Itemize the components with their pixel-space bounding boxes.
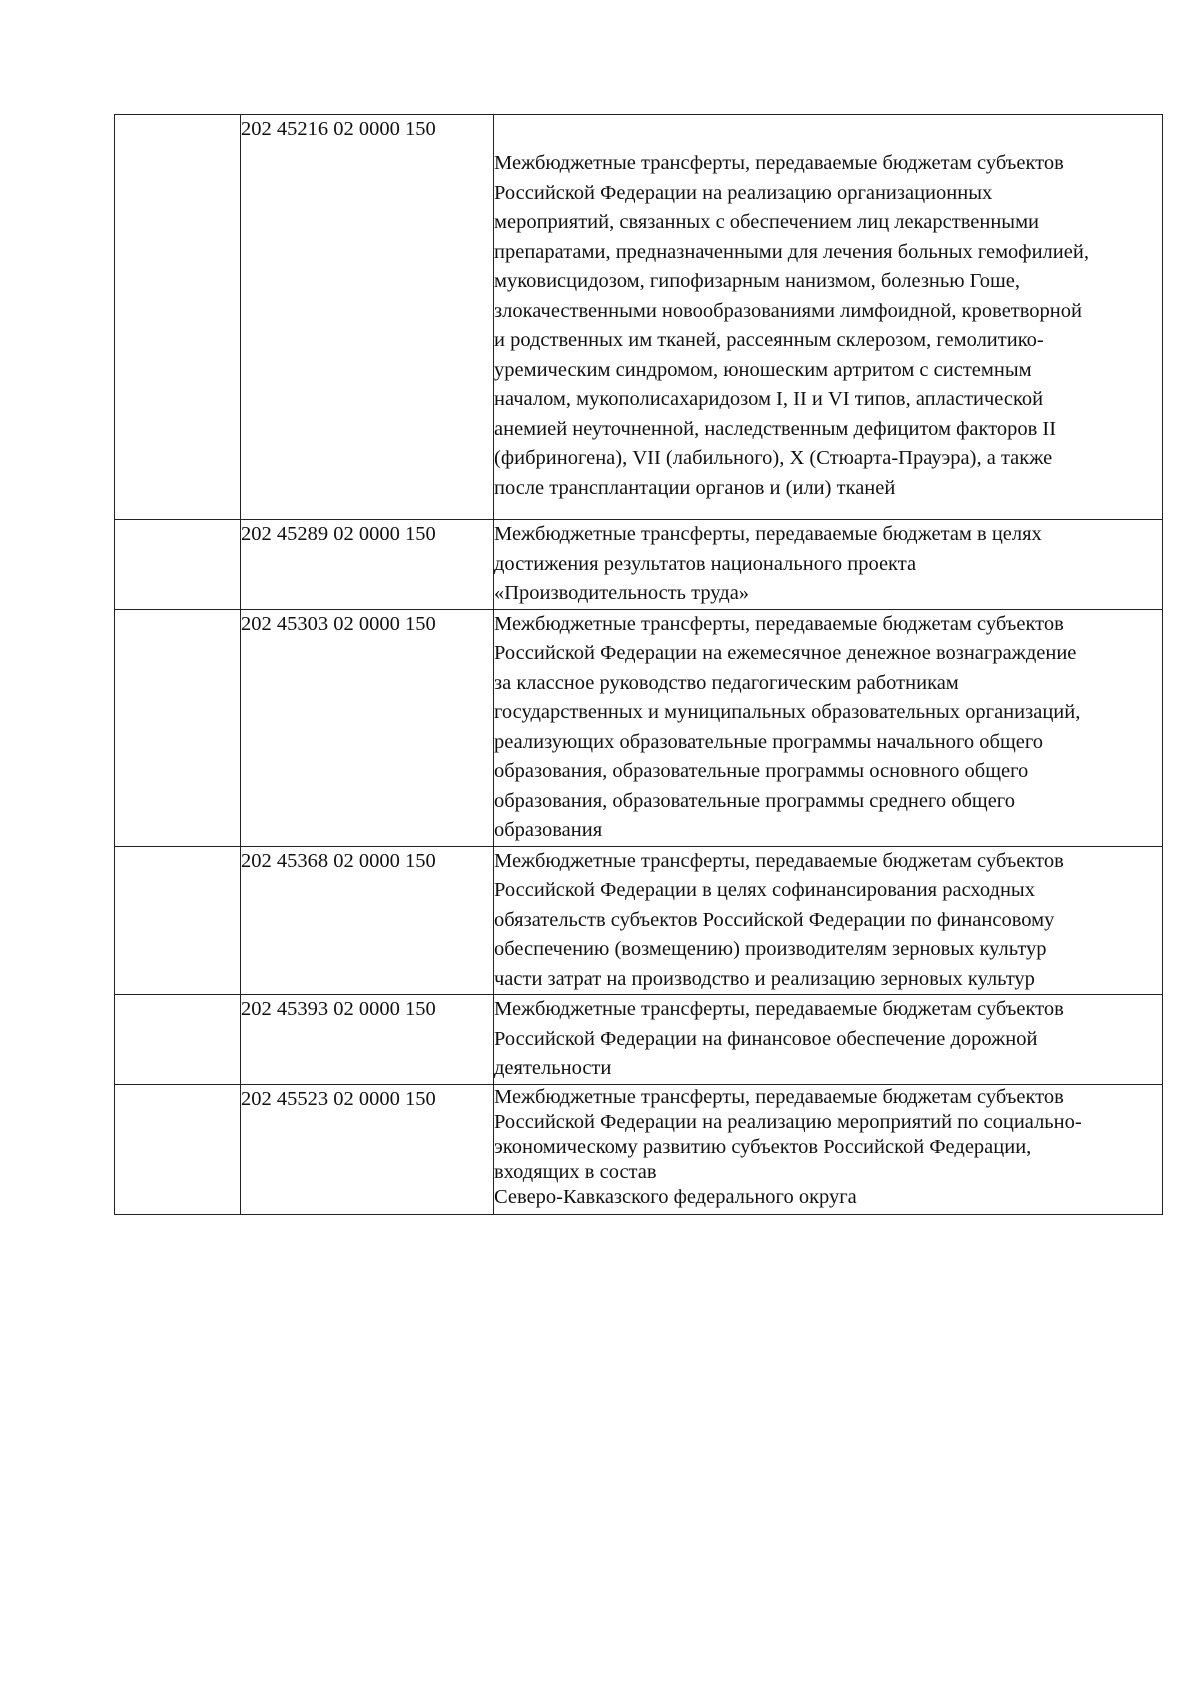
description-cell <box>494 1084 1163 1214</box>
description-line: Северо-Кавказского федерального округа <box>494 1185 857 1208</box>
table-row <box>115 995 1163 1085</box>
description-line: (фибриногена), VII (лабильного), X (Стюарта-Прауэра), а также <box>494 447 1053 469</box>
admin-code-cell <box>115 1084 241 1214</box>
budget-code-cell: 202 45368 02 0000 150 <box>241 846 494 995</box>
description-line: злокачественными новообразованиями лимфоидной, кроветворной <box>494 299 1082 322</box>
description-cell <box>494 995 1163 1085</box>
description-cell <box>494 520 1163 610</box>
description-line: входящих в состав <box>494 1160 657 1183</box>
budget-code-cell: 202 45303 02 0000 150 <box>241 609 494 846</box>
description-line: началом, мукополисахаридозом I, II и VI типов, апластической <box>494 388 1044 410</box>
description-line: мероприятий, связанных с обеспечением лиц лекарственными <box>494 211 1040 233</box>
budget-code-cell: 202 45216 02 0000 150 <box>241 115 494 520</box>
table-row <box>115 846 1163 995</box>
admin-code-cell <box>115 115 241 520</box>
description-line: образования, образовательные программы среднего общего <box>494 789 1015 812</box>
description-line: Российской Федерации на финансовое обеспечение дорожной <box>494 1027 1038 1050</box>
description-line: части затрат на производство и реализацию зерновых культур <box>494 967 1035 990</box>
description-line: «Производительность труда» <box>494 582 750 604</box>
description-line: Российской Федерации на ежемесячное денежное вознаграждение <box>494 642 1077 664</box>
budget-classification-table <box>114 114 1163 1215</box>
description-line: обеспечению (возмещению) производителям зерновых культур <box>494 938 1047 960</box>
description-line: деятельности <box>494 1057 612 1079</box>
table-row <box>115 115 1163 520</box>
description-line: Межбюджетные трансферты, передаваемые бюджетам субъектов <box>494 998 1064 1020</box>
description-line: государственных и муниципальных образовательных организаций, <box>494 701 1081 723</box>
admin-code-cell <box>115 609 241 846</box>
description-line: Российской Федерации на реализацию мероприятий по социально- <box>494 1110 1082 1133</box>
description-line: препаратами, предназначенными для лечения больных гемофилией, <box>494 240 1089 263</box>
description-line: уремическим синдромом, юношеским артритом с системным <box>494 358 1032 381</box>
budget-code-cell: 202 45393 02 0000 150 <box>241 995 494 1085</box>
table-row <box>115 609 1163 846</box>
description-cell <box>494 846 1163 995</box>
table-body <box>115 115 1163 1215</box>
admin-code-cell <box>115 520 241 610</box>
budget-code-cell: 202 45289 02 0000 150 <box>241 520 494 610</box>
description-line: образования <box>494 819 603 841</box>
description-line: достижения результатов национального проекта <box>494 552 917 575</box>
admin-code-cell <box>115 846 241 995</box>
description-line: Межбюджетные трансферты, передаваемые бюджетам в целях <box>494 523 1042 545</box>
table-row <box>115 520 1163 610</box>
budget-code-cell: 202 45523 02 0000 150 <box>241 1084 494 1214</box>
description-cell <box>494 609 1163 846</box>
description-line: муковисцидозом, гипофизарным нанизмом, болезнью Гоше, <box>494 270 1020 292</box>
description-cell <box>494 115 1163 520</box>
description-line: Межбюджетные трансферты, передаваемые бюджетам субъектов <box>494 849 1064 872</box>
description-line: после трансплантации органов и (или) тканей <box>494 476 896 499</box>
description-line: образования, образовательные программы основного общего <box>494 760 1029 782</box>
description-line: обязательств субъектов Российской Федерации по финансовому <box>494 908 1055 931</box>
description-line: за классное руководство педагогическим работникам <box>494 671 959 694</box>
description-line: экономическому развитию субъектов Российской Федерации, <box>494 1135 1032 1158</box>
description-line: реализующих образовательные программы начального общего <box>494 730 1043 753</box>
description-line: анемией неуточненной, наследственным дефицитом факторов II <box>494 417 1057 440</box>
description-line: Российской Федерации в целях софинансирования расходных <box>494 879 1035 901</box>
description-line: Межбюджетные трансферты, передаваемые бюджетам субъектов <box>494 612 1064 635</box>
description-line: и родственных им тканей, рассеянным склерозом, гемолитико- <box>494 329 1044 351</box>
admin-code-cell <box>115 995 241 1085</box>
description-line: Межбюджетные трансферты, передаваемые бюджетам субъектов <box>494 1085 1064 1108</box>
table-row <box>115 1084 1163 1214</box>
description-line: Российской Федерации на реализацию организационных <box>494 181 993 204</box>
description-line: Межбюджетные трансферты, передаваемые бюджетам субъектов <box>494 152 1064 174</box>
